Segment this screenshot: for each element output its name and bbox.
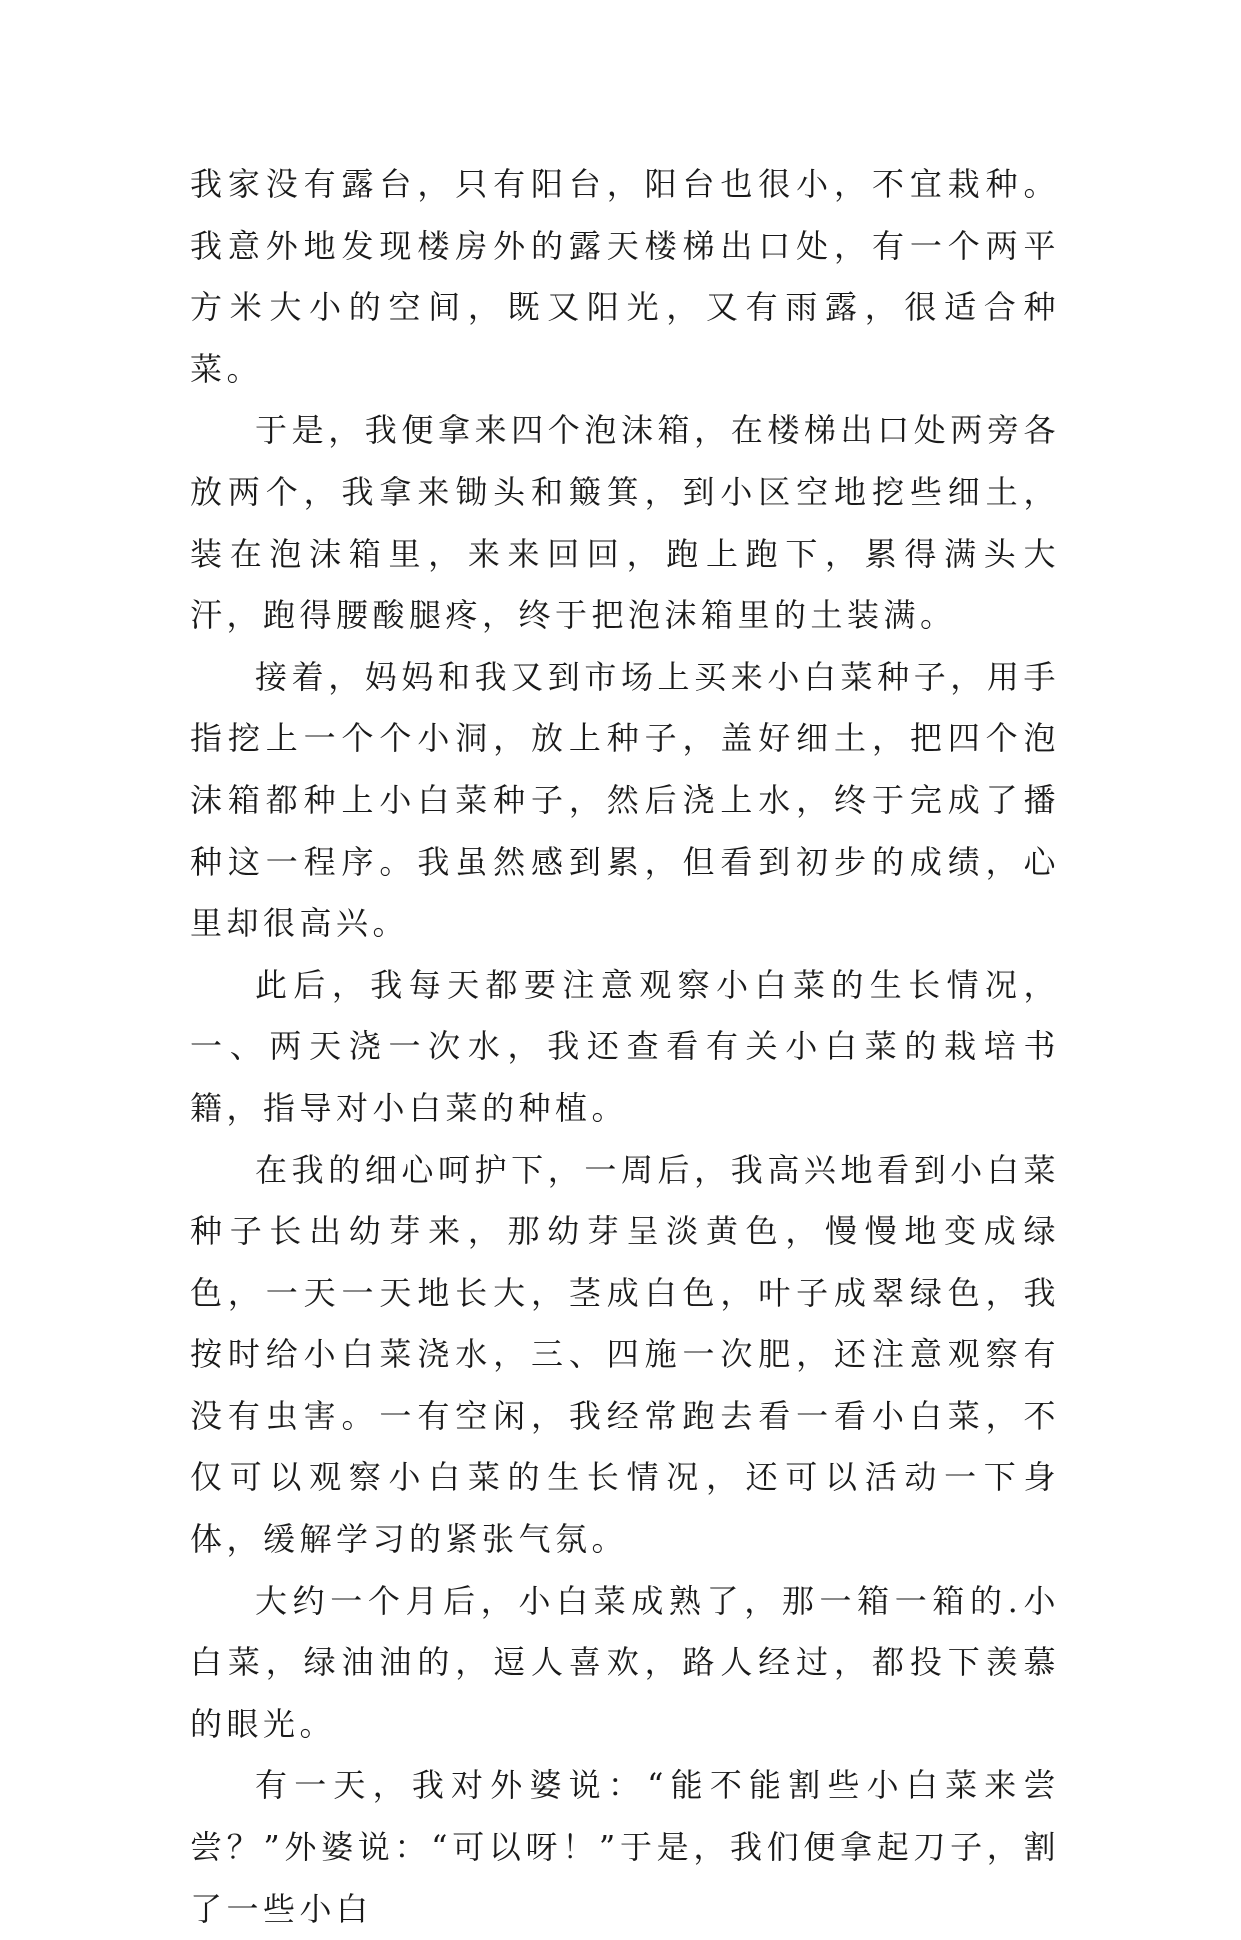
paragraph-2: 于是，我便拿来四个泡沫箱，在楼梯出口处两旁各放两个，我拿来锄头和簸箕，到小区空地挖些细土，装在泡沫箱里，来来回回，跑上跑下，累得满头大汗，跑得腰酸腿疼，终于把泡沫箱里的土装满。 — [190, 411, 1060, 635]
paragraph-6: 大约一个月后，小白菜成熟了，那一箱一箱的.小白菜，绿油油的，逗人喜欢，路人经过，都投下羡慕的眼光。 — [190, 1581, 1060, 1743]
paragraph-5: 在我的细心呵护下，一周后，我高兴地看到小白菜种子长出幼芽来，那幼芽呈淡黄色，慢慢地变成绿色，一天一天地长大，茎成白色，叶子成翠绿色，我按时给小白菜浇水，三、四施一次肥，还注意观察有没有虫害。一有空闲，我经常跑去看一看小白菜，不仅可以观察小白菜的生长情况，还可以活动一下身体，缓解学习的紧张气氛。 — [190, 1150, 1060, 1559]
paragraph-4: 此后，我每天都要注意观察小白菜的生长情况，一、两天浇一次水，我还查看有关小白菜的栽培书籍，指导对小白菜的种植。 — [190, 965, 1060, 1127]
paragraph-7: 有一天，我对外婆说：“能不能割些小白菜来尝尝？”外婆说：“可以呀！”于是，我们便拿起刀子，割了一些小白 — [190, 1766, 1060, 1928]
document-body — [190, 154, 1060, 1940]
paragraph-3: 接着，妈妈和我又到市场上买来小白菜种子，用手指挖上一个个小洞，放上种子，盖好细土，把四个泡沫箱都种上小白菜种子，然后浇上水，终于完成了播种这一程序。我虽然感到累，但看到初步的成绩，心里却很高兴。 — [190, 657, 1060, 943]
paragraph-1: 我家没有露台，只有阳台，阳台也很小，不宜栽种。我意外地发现楼房外的露天楼梯出口处，有一个两平方米大小的空间，既又阳光，又有雨露，很适合种菜。 — [190, 165, 1060, 388]
